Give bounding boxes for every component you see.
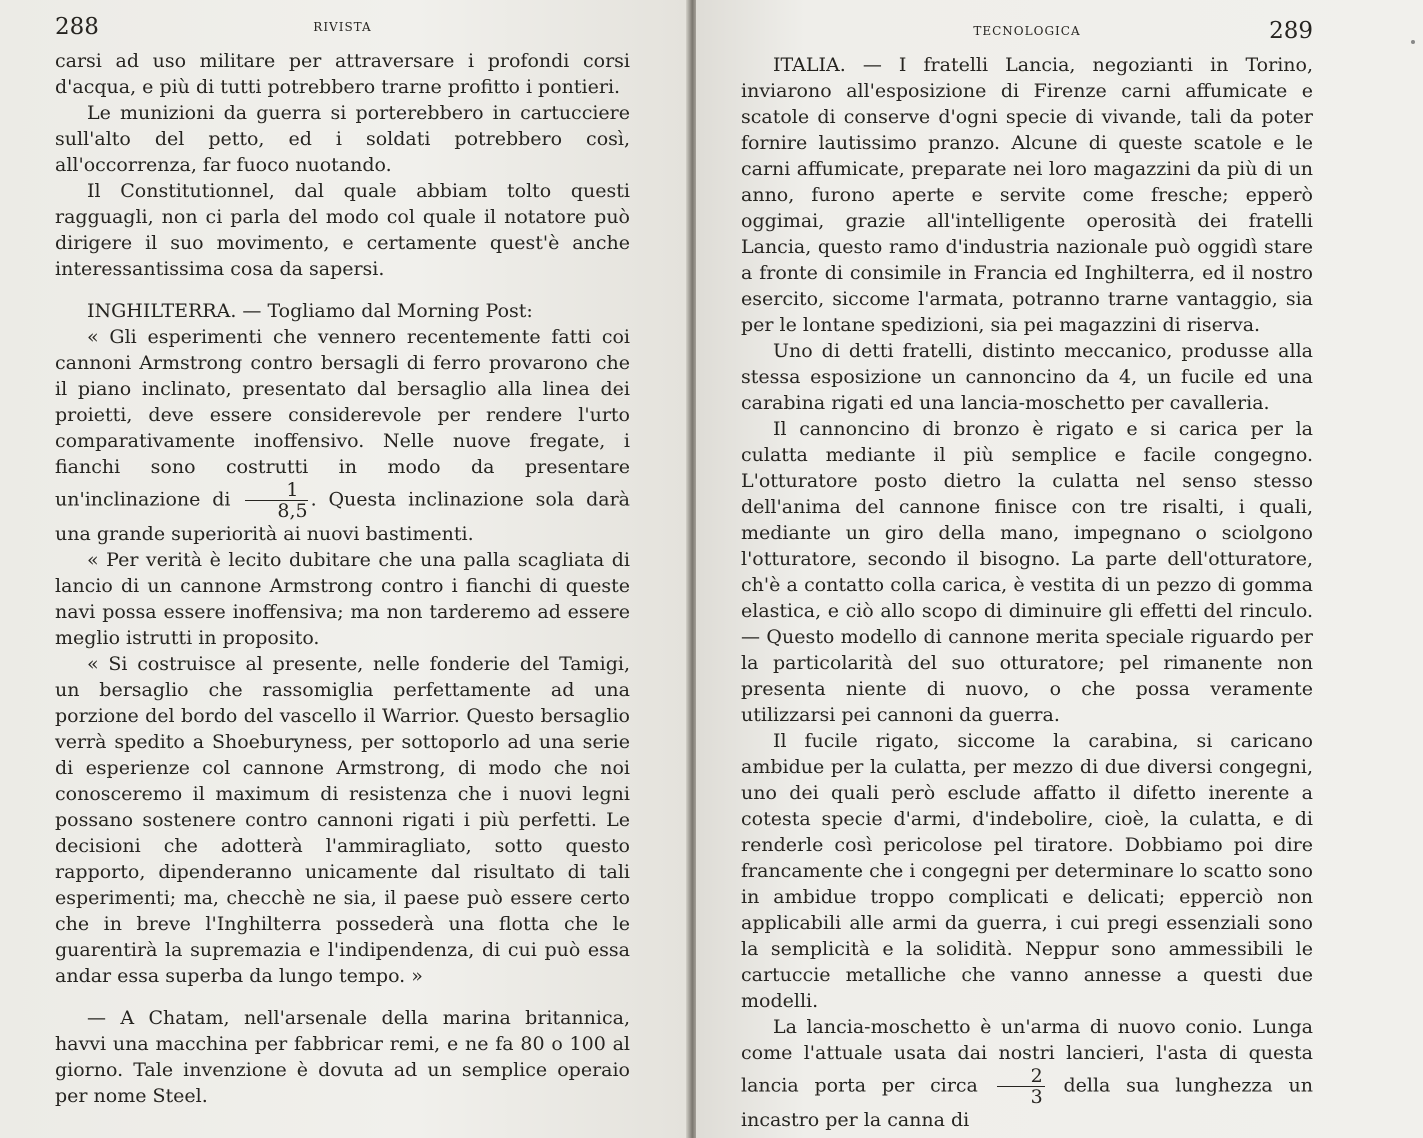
paragraph: « Per verità è lecito dubitare che una palla scagliata di lancio di un cannone Armstrong contro i fianchi di queste navi possa essere inoffensiva; ma non tarderemo ad essere meglio istrutti in proposito.	[55, 549, 630, 649]
left-page	[0, 0, 690, 1138]
paragraph-part: della sua lunghezza un incastro per la canna di	[741, 1074, 1313, 1131]
section-heading-inghilterra: INGHILTERRA. — Togliamo dal Morning Post:	[87, 300, 533, 322]
paragraph: Le munizioni da guerra si porterebbero in cartucciere sull'alto del petto, ed i soldati potrebbero così, all'occorrenza, far fuoco nuotando.	[55, 102, 630, 176]
fraction-numerator: 2	[997, 1066, 1045, 1087]
right-page	[696, 0, 1423, 1138]
right-running-head: TECNOLOGICA	[973, 24, 1081, 38]
section-paragraph-italia: ITALIA. — I fratelli Lancia, negozianti in Torino, inviarono all'esposizione di Firenze carni affumicate e scatole di conserve d'ogni specie di vivande, tali da poter fornire lautissimo pranzo. Alcune di queste scatole e le carni affumicate, preparate nei loro magazzini da più di un anno, furono aperte e servite come fresche; epperò oggimai, grazie all'intelligente operosità dei fratelli Lancia, questo ramo d'industria nazionale può oggidì stare a fronte di consimile in Francia ed Inghilterra, ed il nostro esercito, siccome l'armata, potranno trarne vantaggio, sia per le lontane spedizioni, sia pei magazzini di riserva.	[741, 54, 1313, 336]
right-body-text	[741, 52, 1313, 1133]
left-page-header	[55, 14, 630, 48]
paragraph-part: « Gli esperimenti che vennero recentemente fatti coi cannoni Armstrong contro bersagli di ferro provarono che il piano inclinato, presentato dal bersaglio alla linea dei proietti, deve essere considerevole per rendere l'urto comparativamente inoffensivo. Nelle nuove fregate, i fianchi sono costrutti in modo da presentare un'inclinazione di	[55, 326, 630, 511]
left-body-text	[55, 48, 630, 1109]
left-page-number: 288	[55, 14, 99, 40]
fraction	[997, 1066, 1045, 1107]
right-page-header	[741, 18, 1313, 52]
left-running-head: RIVISTA	[313, 20, 372, 34]
paragraph: Il Constitutionnel, dal quale abbiam tolto questi ragguagli, non ci parla del modo col quale il notatore può dirigere il suo movimento, e certamente quest'è anche interessantissima cosa da sapersi.	[55, 180, 630, 280]
paragraph-with-fraction	[741, 1014, 1313, 1133]
fraction-numerator: 1	[245, 480, 307, 501]
paragraph: Uno di detti fratelli, distinto meccanico, produsse alla stessa esposizione un cannoncino da 4, un fucile ed una carabina rigati ed una lancia-moschetto per cavalleria.	[741, 340, 1313, 414]
fraction-denominator: 3	[1030, 1086, 1043, 1108]
paragraph-part: La lancia-moschetto è un'arma di nuovo conio. Lunga come l'attuale usata dai nostri lancieri, l'asta di questa lancia porta per circa	[741, 1016, 1313, 1097]
ink-dot	[1411, 40, 1415, 44]
right-page-number: 289	[1269, 18, 1313, 44]
paragraph: Il cannoncino di bronzo è rigato e si carica per la culatta mediante il più semplice e facile congegno. L'otturatore posto dietro la culatta nel senso stesso dell'anima del cannone finisce con tre risalti, i quali, mediante un giro della mano, impegnano o sciolgono l'otturatore, secondo il bisogno. La parte dell'otturatore, ch'è a contatto colla carica, è vestita di un pezzo di gomma elastica, e ciò allo scopo di diminuire gli effetti del rinculo. — Questo modello di cannone merita speciale riguardo per la particolarità del suo otturatore; pel rimanente non presenta niente di nuovo, o che possa veramente utilizzarsi pei cannoni da guerra.	[741, 418, 1313, 726]
paragraph: Il fucile rigato, siccome la carabina, si caricano ambidue per la culatta, per mezzo di due diversi congegni, uno dei quali però esclude affatto il difetto inerente a cotesta specie d'armi, d'indebolire, cioè, la culatta, e di renderle così pericolose pel tiratore. Dobbiamo poi dire francamente che i congegni per determinare lo scatto sono in ambidue troppo complicati e delicati; epperciò non applicabili alle armi da guerra, i cui pregi essenziali sono la semplicità e la solidità. Neppur sono ammessibili le cartuccie metalliche che vanno annesse a questi due modelli.	[741, 730, 1313, 1012]
paragraph-part: . Questa inclinazione sola darà una grande superiorità ai nuovi bastimenti.	[55, 488, 631, 545]
paragraph: « Si costruisce al presente, nelle fonderie del Tamigi, un bersaglio che rassomiglia perfettamente ad una porzione del bordo del vascello il Warrior. Questo bersaglio verrà spedito a Shoeburyness, per sottoporlo ad una serie di esperienze col cannone Armstrong, di modo che noi conosceremo il maximum di resistenza che i nuovi legni possano sostenere contro cannoni rigati i più perfetti. Le decisioni che adotterà l'ammiragliato, sotto questo rapporto, dipenderanno unicamente dal risultato di tali esperimenti; ma, checchè ne sia, il paese può essere certo che in breve l'Inghilterra possederà una flotta che le guarentirà la supremazia e l'indipendenza, di cui può essa andar essa superba da lungo tempo. »	[55, 653, 630, 987]
fraction	[245, 480, 307, 521]
fraction-denominator: 8,5	[277, 500, 308, 522]
paragraph: — A Chatam, nell'arsenale della marina britannica, havvi una macchina per fabbricar remi, e ne fa 80 o 100 al giorno. Tale invenzione è dovuta ad un semplice operaio per nome Steel.	[55, 1007, 630, 1107]
paragraph: carsi ad uso militare per attraversare i profondi corsi d'acqua, e più di tutti potrebbero trarne profitto i pontieri.	[55, 50, 630, 98]
paragraph-with-fraction	[55, 324, 630, 547]
